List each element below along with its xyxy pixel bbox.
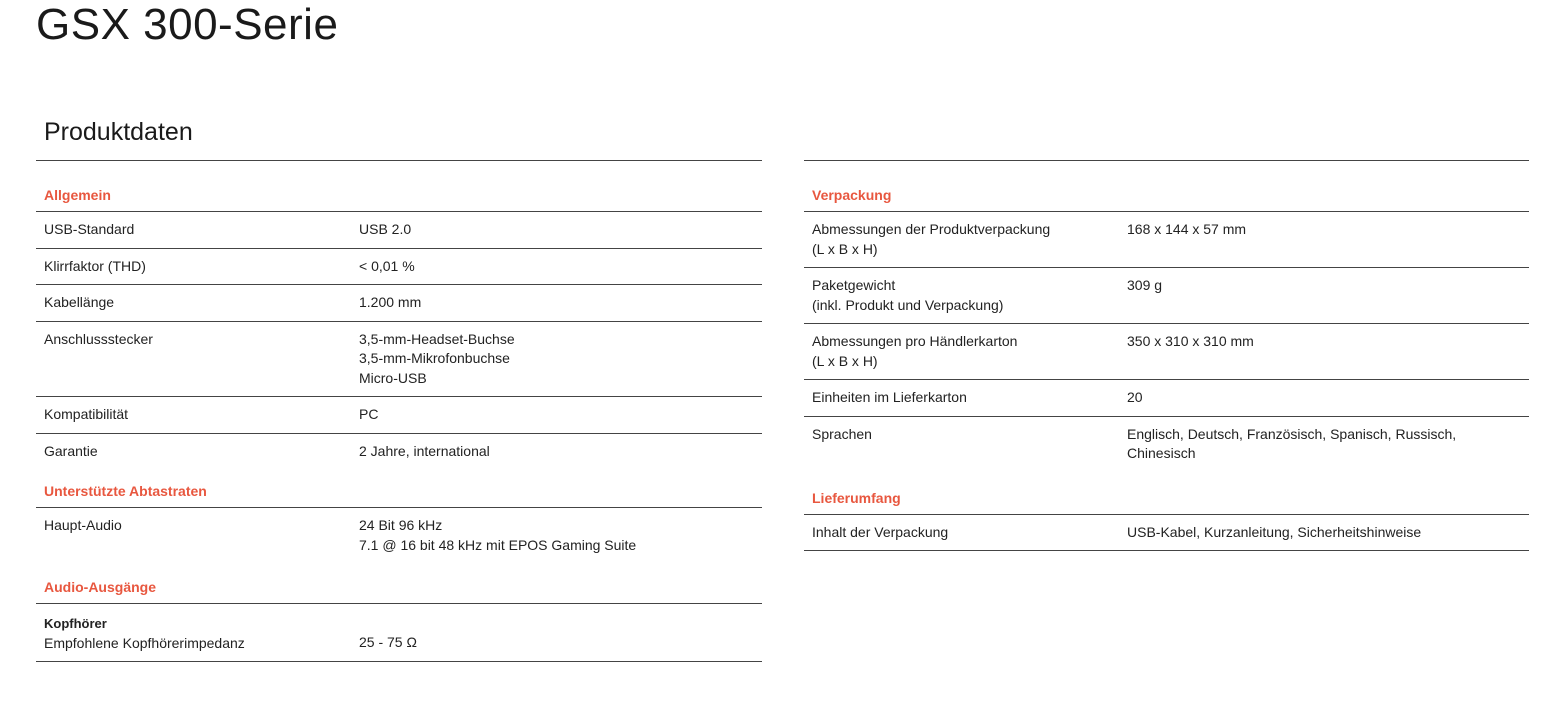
spec-label: Anschlussstecker (44, 330, 153, 347)
spec-label: USB-Standard (44, 221, 135, 237)
spec-row-usb-standard (36, 212, 762, 249)
group-heading-allgemein: Allgemein (36, 185, 762, 212)
section-title: Produktdaten (44, 118, 193, 146)
spec-value: 3,5-mm-Headset-Buchse 3,5-mm-Mikrofonbuchse Micro-USB (359, 330, 515, 386)
spec-value: 168 x 144 x 57 mm (1127, 221, 1247, 237)
spec-value: USB 2.0 (359, 221, 412, 237)
spec-label: Sprachen (812, 425, 872, 442)
spec-value: Englisch, Deutsch, Französisch, Spanisch, Russisch, Chinesisch (1127, 425, 1457, 461)
spec-label: Abmessungen pro Händlerkarton (L x B x H) (812, 333, 1018, 369)
spec-label: Inhalt der Verpackung (812, 523, 949, 540)
page-title: GSX 300-Serie (36, 0, 339, 49)
spec-value: 350 x 310 x 310 mm (1127, 333, 1254, 349)
spec-row-kompatibilitaet (36, 397, 762, 434)
spec-column-right (804, 160, 1529, 551)
spec-row-kopfhoererimpedanz (36, 604, 762, 662)
spec-label: Einheiten im Lieferkarton (812, 389, 967, 405)
spec-value: PC (359, 406, 379, 422)
spec-value: < 0,01 % (359, 257, 415, 274)
spec-label: Klirrfaktor (THD) (44, 257, 146, 274)
spec-row-haendlerkarton (804, 324, 1529, 380)
spec-row-thd (36, 249, 762, 286)
group-heading-audio-ausgaenge: Audio-Ausgänge (36, 577, 762, 604)
spec-row-inhalt (804, 515, 1529, 552)
spec-value: 1.200 mm (359, 294, 422, 310)
spec-row-kabellaenge (36, 285, 762, 322)
spec-label: Garantie (44, 442, 98, 459)
spec-value: USB-Kabel, Kurzanleitung, Sicherheitshinweise (1127, 523, 1422, 540)
spec-value: 309 g (1127, 277, 1163, 293)
spec-label: Paketgewicht (inkl. Produkt und Verpackung) (812, 277, 1004, 313)
group-heading-verpackung: Verpackung (804, 185, 1529, 212)
spec-subheading: Kopfhörer (44, 616, 107, 631)
spec-row-paketgewicht (804, 268, 1529, 324)
spec-row-einheiten (804, 380, 1529, 417)
spec-label: Abmessungen der Produktverpackung (L x B x H) (812, 221, 1051, 257)
group-heading-abtastraten: Unterstützte Abtastraten (36, 481, 762, 508)
spec-row-produktverpackung (804, 212, 1529, 268)
spec-label: Haupt-Audio (44, 517, 122, 533)
spec-label: Kompatibilität (44, 406, 129, 422)
spec-label: Kabellänge (44, 294, 115, 310)
spec-value: 24 Bit 96 kHz 7.1 @ 16 bit 48 kHz mit EPOS Gaming Suite (359, 517, 637, 553)
spec-row-haupt-audio (36, 508, 762, 563)
spec-column-left (36, 160, 762, 662)
spec-row-anschlussstecker (36, 322, 762, 398)
spec-value: 20 (1127, 389, 1143, 405)
spec-label: Kopfhörer Empfohlene Kopfhörerimpedanz (44, 614, 359, 653)
spec-value: 2 Jahre, international (359, 442, 490, 459)
spec-row-garantie (36, 434, 762, 470)
group-heading-lieferumfang: Lieferumfang (804, 488, 1529, 515)
spec-row-sprachen (804, 417, 1529, 472)
spec-value: 25 - 75 Ω (359, 634, 417, 650)
